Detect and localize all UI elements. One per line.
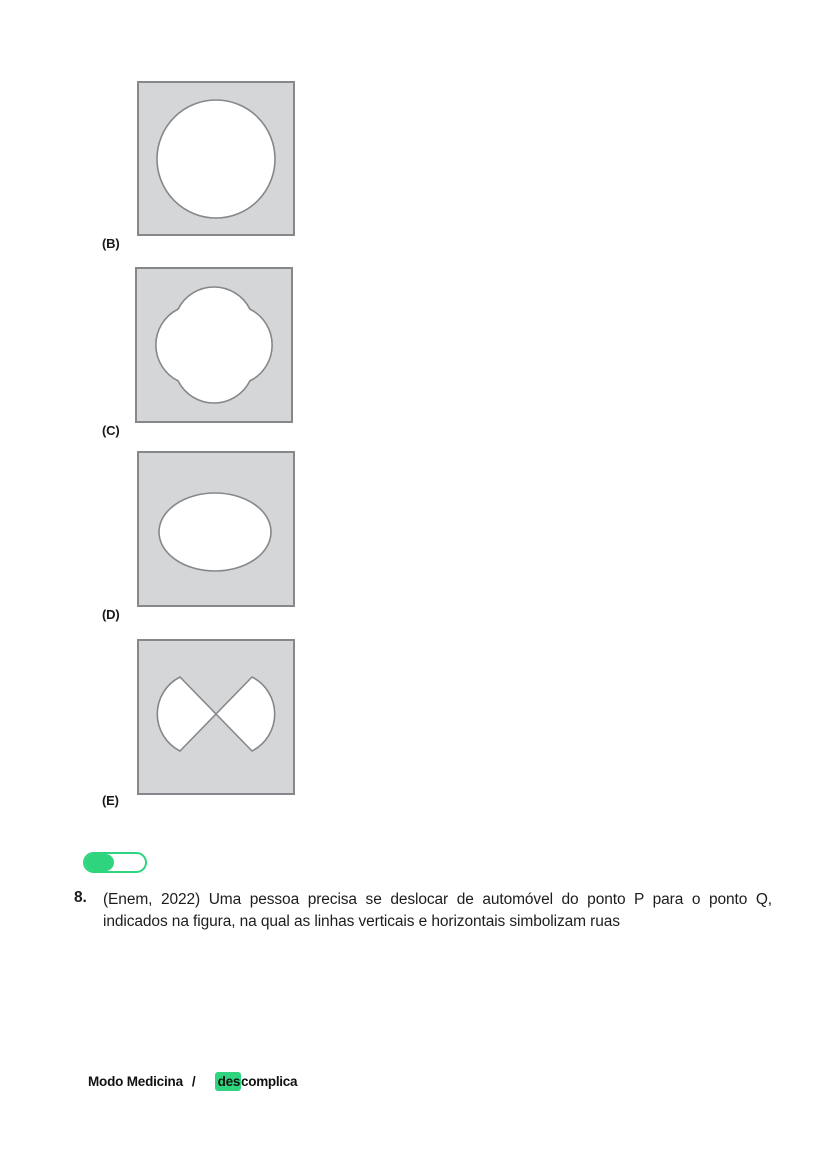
descomplica-logo-complica: complica [241,1074,298,1089]
page-footer [88,1072,297,1091]
option-e-figure [137,639,295,795]
descomplica-logo [215,1072,298,1091]
option-b-figure [137,81,295,236]
option-d-figure [137,451,295,607]
option-e-label: (E) [102,793,119,808]
answer-toggle[interactable] [83,852,147,873]
question-text [103,889,772,933]
option-d-label: (D) [102,607,120,622]
bowtie-cutout-shape [139,641,293,793]
question-text-line-2: indicados na figura, na qual as linhas verticais e horizontais simbolizam ruas [103,913,620,930]
question-text-line-1: (Enem, 2022) Uma pessoa precisa se deslocar de automóvel do ponto P para o ponto Q, [103,891,772,908]
option-c-label: (C) [102,423,120,438]
program-name: Modo Medicina [88,1074,183,1089]
circle-cutout-shape [139,83,293,234]
descomplica-logo-des: des [215,1072,241,1091]
ellipse-cutout-shape [139,453,293,605]
question-number: 8. [74,889,87,906]
footer-separator: / [191,1074,196,1089]
option-c-figure [135,267,293,423]
answer-toggle-knob[interactable] [85,854,114,871]
quatrefoil-cutout-shape [137,269,291,421]
option-b-label: (B) [102,236,120,251]
